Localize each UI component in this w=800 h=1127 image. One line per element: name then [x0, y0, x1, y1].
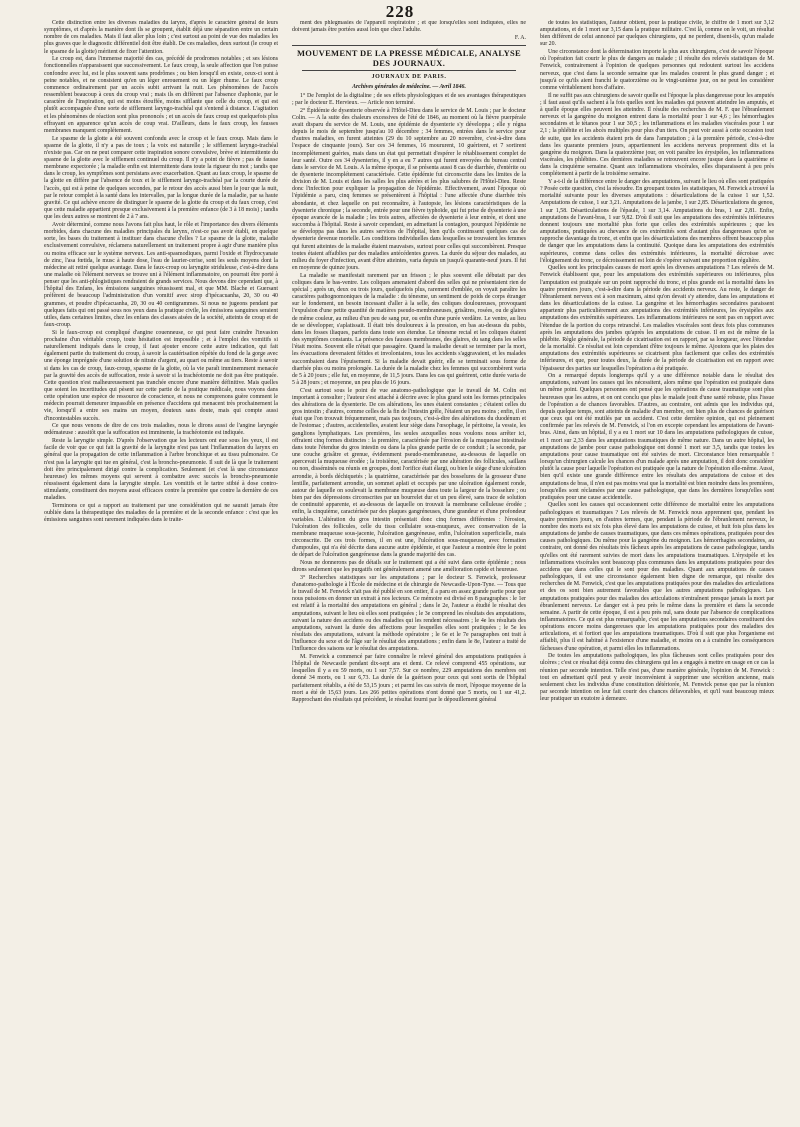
paragraph: Une circonstance dont la détermination importe la plus aux chirurgiens, c'est de savoir l'époque où l'opération fait courir le plus de dangers au malade ; il résulte des relevés statistiques de M. Fenwick, contrairement à l'opinion de quelques personnes qui redoutent surtout les accidens nerveux, que c'est dans la seconde semaine que les malades courent le plus grand danger ; et jusqu'à ce qu'ils aient franchi le quatorzième ou le vingt-unième jour, on ne peut les considérer comme véritablement hors d'affaire.: [540, 49, 774, 91]
subsection-title: JOURNAUX DE PARIS.: [371, 74, 447, 81]
column-left: [44, 20, 278, 1110]
paragraph: Le croup est, dans l'immense majorité des cas, précédé de prodromes notables ; et ses lésions fonctionnelles n'apparaissent que successivement. Le faux croup, la seule affection que l'on puisse confondre avec lui, est le plus souvent sans prodrômes ; ou bien lorsqu'il en existe, ceux-ci sont à peine notables, et ne consistent qu'en un léger enrouement ou un léger rhume. Le faux croup commence ordinairement par un accès subit arrivant la nuit. Les phénomènes de l'accès ressemblent beaucoup à ceux du croup vrai ; mais ils en diffèrent par l'absence d'aphonie, par le caractère de l'inspiration, qui est moins étouffée, moins sifflante que celle du croup, et qui est plutôt accompagnée d'une sorte de sifflement laryngo-trachéal qui s'entend à distance. L'agitation et les phénomènes de réaction sont plus prononcés ; et un accès de faux croup est quelquefois plus effrayant en apparence qu'un accès de coup vrai. D'ailleurs, dans le faux croup, les fausses membranes manquent complétement.: [44, 56, 278, 134]
section-divider: [292, 45, 526, 46]
paragraph: La maladie se manifestait rarement par un frisson ; le plus souvent elle débutait par des coliques dans le bas-ventre. Les coliques amenaient d'abord des selles qui ne présentaient rien de spécial ; après un, deux ou trois jours, quelquefois plus, rarement d'emblée, on voyait paraître les caractères pathognomoniques de la maladie : du ténesme, un sentiment de poids de corps étranger sur le fondement, un besoin incessant d'aller à la selle, des coliques douloureuses, provoquant l'expulsion d'une petite quantité de matières pseudo-membraneuses, grisâtres, rosées, ou de glaires de même couleur, au milieu d'un peu de sang pur, ou enfin d'une purée verdâtre. Le ventre, au lieu de se développer, s'aplatissait. Il était très douloureux à la pression, en bas au-dessus du pubis, dans les fosses iliaques, parfois dans toute son étendue. Le ténesme rectal et les coliques étaient des symptômes constants. La présence des fausses membranes, des glaires, du sang dans les selles l'était moins. Souvent elle n'était que passagère. Quand la maladie devait se terminer par la mort, les évacuations devenaient fétides et involontaires, tous les accidents s'aggravaient, et les malades succombaient dans l'épuisement. Si la maladie devait guérir, elle se terminait sous forme de diarrhée plus ou moins prolongée. La durée de la maladie chez les femmes qui succombèrent varia de 5 à 20 jours ; elle fut, en moyenne, de 11,5 jours. Dans les cas qui guérirent, cette durée varia de 5 à 28 jours ; et moyenne, un peu plus de 16 jours.: [292, 272, 526, 387]
paragraph: Ce que nous venons de dire de ces trois maladies, nous le dirons aussi de l'angine laryngée œdémateuse : aussitôt que la suffocation est imminente, la trachéotomie est indiquée.: [44, 423, 278, 437]
paragraph: On a remarqué depuis longtemps qu'il y a une différence notable dans le résultat des amputations, suivant les causes qui les nécessitent, alors même que l'opération est pratiquée dans un même point. Quelques personnes ont pensé que les opérations de cause traumatique sont plus heureuses que les autres, et on ont conclu que plus le malade jouit d'une santé robuste, plus l'issue de l'opération a de chances favorables. D'autres, au contraire, ont admis que les individus qui, depuis quelque temps, sont atteints de maladie d'un membre, ont bien plus de chances de guérison que ceux qui ont été mutilés par un accident. C'est cette dernière opinion, qui est pleinement confirmée par les relevés de M. Fenwick, si l'on en excepte cependant les amputations de l'avant-bras. Ainsi, dans un hôpital, il y a eu 1 mort sur 10 dans les amputations pathologiques de cuisse, et 1 mort sur 2,33 dans les amputations traumatiques de même nature. Dans un autre hôpital, les amputations de jambe pour cause pathologique ont donné 1 mort sur 3,5, tandis que toutes les amputations pour cause traumatique ont été suivies de mort. Circonstance bien remarquable ! lorsqu'un chirurgien calcule les chances d'un malade après une amputation, il doit donc considérer plutôt la cause pour laquelle l'opération est pratiquée que la nature de l'opération elle-même. Aussi, bien qu'il existe une grande différence entre les résultats des amputations de cuisse et des amputations de bras, il n'en est pas moins vrai que la mortalité est bien moindre dans les premières, lorsqu'elles sont réclamées par une cause pathologique, que dans les dernières lorsqu'elles sont pratiquées pour une cause accidentelle.: [540, 373, 774, 501]
paragraph: 2° Épidémie de dysenterie observée à l'Hôtel-Dieu dans le service de M. Louis ; par le docteur Colin. — A la suite des chaleurs excessives de l'été de 1846, au moment où la fièvre puerpérale avait disparu du service de M. Louis, une épidémie de dysenterie s'y développa ; elle y régna depuis le mois de septembre jusqu'au 10 décembre ; 34 femmes, entrées dans le service pour d'autres maladies, en furent atteintes (29 du 10 septembre au 20 novembre, c'est-à-dire dans l'espace de cinquante jours). Sur ces 34 femmes, 16 moururent, 10 guérirent, et 7 sortirent incomplètement guéries, mais dans un état qui permettait d'espérer le rétablissement complet de leur santé. Outre ces 34 dysenteries, il y en a eu 7 autres qui furent envoyées du bureau central dans le service de M. Louis. A la même époque, il se présenta aussi 8 cas de diarrhée, d'entérite ou de dysenterie incomplétement caractérisée. Cette épidémie fut circonscrite dans les limites de la division de M. Louis et dans les salles les plus aérées et les plus salubres de l'Hôtel-Dieu. Reste donc l'infection pour expliquer la propagation de l'épidémie. Effectivement, avant l'époque où l'épidémie a paru, cinq femmes se présentèrent à l'hôpital : l'une affectée d'une diarrhée très abondante, et chez laquelle on put reconnaître, à l'autopsie, les lésions caractéristiques de la dysenterie chronique ; la seconde, entrée pour une fièvre typhoïde, qui fut prise de dysenterie à une époque avancée de la maladie ; les trois autres, affectées de dysenterie à leur entrée, et dont une succomba à l'hôpital. Reste à savoir cependant, en admettant la contagion, pourquoi l'épidémie ne se développa pas dans les autres services de l'hôpital, bien qu'ils continssent quelques cas de dysenterie devenue mortelle. Les conditions individuelles dans lesquelles se trouvaient les femmes qui furent atteintes de la maladie étaient mauvaises, surtout pour celles qui succombèrent. Presque toutes étaient affaiblies par des maladies antécédentes graves. La durée du séjour des malades, au milieu du foyer d'infection, avant d'être atteintes, varia depuis un jusqu'à quarante-neuf jours. Il fut en moyenne de quinze jours.: [292, 107, 526, 272]
paragraph: Cette distinction entre les diverses maladies du larynx, d'après le caractère général de leurs symptômes, et d'après la manière dont ils se groupent, établit déjà une séparation entre un certain nombre de ces maladies. Mais il faut aller plus loin ; c'est surtout au point de vue des maladies les plus graves que le diagnostic différentiel doit être établi. De ces maladies, deux surtout (le croup et le spasme de la glotte) méritent de fixer l'attention.: [44, 20, 278, 55]
paragraph: de toutes les statistiques, l'auteur obtient, pour la pratique civile, le chiffre de 1 mort sur 3,12 amputations, et de 1 mort sur 3,15 dans la pratique militaire. C'est là, comme on le voit, un résultat bien différent de celui annoncé par quelques chirurgiens, qui ne perdent, disent-ils, qu'un malade sur 20.: [540, 20, 774, 48]
paragraph: Terminons ce qui a rapport au traitement par une considération qui ne saurait jamais être oubliée dans la thérapeutique des maladies de la première et de la seconde enfance : c'est que les émissions sanguines sont rarement indiquées dans le traite-: [44, 502, 278, 524]
paragraph: ment des phlegmasies de l'appareil respiratoire ; et que lorsqu'elles sont indiquées, elles ne doivent jamais être portées aussi loin que chez l'adulte.: [292, 20, 526, 34]
section-divider-thin: [302, 70, 516, 71]
paragraph: Reste la laryngite simple. D'après l'observation que les lecteurs ont eue sous les yeux, il est facile de voir que ce qui fait la gravité de la laryngite n'est pas tant l'inflammation du larynx en général que la propagation de cette inflammation à l'arbre bronchique et au tissu pulmonaire. Ce n'est pas la laryngite qui tue en général, c'est la broncho-pneumonie. Il suit de là que le traitement doit être principalement dirigé contre la complication. Seulement (et c'est là une circonstance heureuse) les mêmes moyens qui servent à combattre avec succès la broncho-pneumonie réussissent également dans la laryngite simple. Les vomitifs et le tartre stibié à dose contro-stimulante, constituent des moyens aussi efficaces contre la première que contre la dernière de ces maladies.: [44, 438, 278, 502]
column-middle: [292, 20, 526, 1110]
paragraph: C'est surtout sous le point de vue anatomo-pathologique que le travail de M. Colin est important à consulter ; l'auteur s'est attaché à décrire avec le plus grand soin les formes principales des altérations de la dysenterie. De ces altérations, les unes étaient constantes ; c'étaient celles du gros intestin ; d'autres, comme celles de la fin de l'intestin grêle, l'étaient un peu moins ; enfin, il en était que l'on trouvait fréquemment, mais pas toujours, c'est-à-dire des altérations du duodénum et de l'estomac ; d'autres, accidentelles, avaient leur siège dans l'œsophage, le péritoine, la vessie, les ganglions lymphatiques. Les premières, les seules auxquelles nous voulons nous arrêter ici, offraient cinq formes distinctes : la première, caractérisée par l'érosion de la muqueuse intestinale dans toute l'étendue du gros intestin ou dans la plus grande partie de ce conduit ; la seconde, par une couche grisâtre et grenue, évidemment pseudo-membraneuse, au-dessous de laquelle on apercevait la muqueuse érodée ; la troisième, caractérisée par une altération des follicules, saillans ou non, disséminés ou réunis en groupes, dont l'orifice était élargi, ou bien le siège d'une ulcération arrondie, à bords déchiquetés ; la quatrième, caractérisée par des bosselures de la grosseur d'une lentille, parfaitement arrondie, un sommet aplati et occupés par une ulcération également ronde, autour de laquelle on soulevait la membrane muqueuse dans toute la largeur de la bosselure ; ou bien par des dépressions circonscrites par un bourrelet dur et un peu élevé, sans trace de solution de continuité apparente, et au-dessous de laquelle on trouvait la membrane celluleuse érodée ; enfin, la cinquième, caractérisée par des plaques gangréneuses, d'une grandeur et d'une profondeur variables. L'altération du gros intestin présentait donc cinq formes différentes : l'érosion, l'ulcération des follicules, celle du tissu cellulaire sous-muqueux, avec conservation de la membrane muqueuse sous-jacente, l'ulcération gangréneuse, enfin, l'ulcération superficielle, mais circonscrite. De ces trois formes, il en est une, l'ulcération sous-muqueuse, avec formation d'ampoules, qui n'a été décrite dans aucune autre épidémie, et que l'auteur a montrée être le point de départ de l'ulcération gangréneuse dans la grande majorité des cas.: [292, 387, 526, 559]
paragraph: Quelles sont les principales causes de mort après les diverses amputations ? Les relevés de M. Fenwick établissent que, pour les amputations des extrémités supérieures ou inférieures, plus l'amputation est pratiquée sur un point rapproché du tronc, et plus grande est la mortalité dans les quatre premiers jours, c'est-à-dire dans la période des accidents nerveux. Au reste, le danger de l'ébranlement nerveux est à son maximum, ainsi qu'on devait s'y attendre, dans les amputations et dans les désarticulations de la cuisse. La gangrène et les hémorrhagies secondaires paraissent appartenir plus particulièrement aux amputations des extrémités inférieures, les érysipèles aux amputations des extrémités supérieures. Les inflammations intérieures ne sont pas en rapport avec l'étendue de la portion du corps retranché. Les maladies viscérales sont deux fois plus communes après les amputations des jambes qu'après les amputations de cuisse. Il en est de même de la phlébite. Règle générale, la période de cicatrisation est en rapport, par sa longueur, avec l'étendue de la mortalité. Ce résultat est loin cependant d'être toujours le même. Ajoutons que les plaies des amputations des extrémités supérieures se cicatrisent plus facilement que celles des extrémités inférieures, et que, pour toutes deux, la durée de la période de cicatrisation est en rapport avec l'épaisseur des parties sur lesquelles l'opération a été pratiquée.: [540, 265, 774, 372]
column-right: [540, 20, 774, 1110]
paragraph: De toutes les amputations pathologiques, les plus fâcheuses sont celles pratiquées pour des ulcères ; c'est ce résultat déjà connu des chirurgiens qui les a engagés à mettre en usage en ce cas la réunion par seconde intention. Telle n'est pas, d'une manière générale, l'opinion de M. Fenwick : tout en admettant qu'il peut y avoir inconvénient à supprimer une sécrétion ancienne, mais seulement chez les individus d'une constitution détériorée, M. Fenwick pense que par la réunion par seconde intention on leur fait courir des chances défavorables, et qu'il vaut beaucoup mieux leur pratiquer un exutoire à demeure.: [540, 653, 774, 703]
journal-source: Archives générales de médecine. — Avril 1846.: [352, 83, 466, 90]
page-number: 228: [385, 2, 415, 21]
section-title: MOUVEMENT DE LA PRESSE MÉDICALE, ANALYSE DES JOURNAUX.: [296, 48, 522, 69]
paragraph: 1° De l'emploi de la digitaline ; de ses effets physiologiques et de ses avantages thérapeutiques ; par le docteur E. Hervieux. — Article non terminé.: [292, 92, 526, 106]
article-continuation: [292, 20, 526, 34]
paragraph: Si le faux-croup est compliqué d'angine couenneuse, ce qui peut faire craindre l'invasion prochaine d'un véritable croup, toute hésitation est impossible ; et à l'emploi des vomitifs si naturellement indiqués dans le croup, il faut ajouter encore cette autre indication, qui fait également partie du traitement du croup, à savoir la cautérisation répétée du fond de la gorge avec une éponge imprégnée d'une solution de nitrate d'argent, au quart ou même au tiers. Reste à savoir si dans les cas de croup, faux-croup, spasme de la glotte, où la vie paraît imminemment menacée par la gravité des accès de suffocation, reste à savoir si la trachéotomie ne doit pas être pratiquée. Cette question n'est malheureusement pas tranchée encore d'une manière définitive. Mais quelles que soient les incertitudes qui pèsent sur cette partie de la pratique médicale, nous voyons dans cette opération une espèce de ressource de conscience, et nous ne comprenons guère comment le médecin pourrait demeurer impassible en présence d'accidens qui menacent très prochainement la vie, lorsqu'il a entre ses mains un moyen, douteux sans doute, mais qui compte aussi d'incontestables succès.: [44, 329, 278, 422]
paragraph: Avoir déterminé, comme nous l'avons fait plus haut, le rôle et l'importance des divers éléments morbides, dans chacune des maladies principales du larynx, n'est-ce pas avoir établi, en quelque sorte, les bases du traitement à instituer dans chacune d'elles ? Le spasme de la glotte, maladie exclusivement convulsive, réclamera naturellement un traitement propre à agir d'une manière plus ou moins efficace sur le système nerveux. Les anti-spasmodiques, parmi l'oxide et l'hydrocyanate de zinc, l'asa fœtida, le musc à haute dose, l'eau de laurier-cerise, sont les seuls moyens dont la médecine ait retiré quelque avantage. Dans le faux-croup ou laryngite striduleuse, c'est-à-dire dans une maladie où l'élément nerveux se trouve uni à l'élément inflammatoire, on pourrait être porté à penser que les anti-phlogistiques rendraient de grands services. Nous devons dire cependant que, à l'hôpital des Enfans, les émissions sanguines réussissent mal, et que MM. Blache et Guersant préfèrent de beaucoup l'administration d'un vomitif avec sirop d'ipécacuanha, 20, 30 ou 40 grammes, et poudre d'ipécacuanha, 20, 30 ou 40 centigrammes. Si nous ne jugeons pendant par quelques faits qui ont passé sous nos yeux dans la pratique civile, les émissions sanguines seraient utiles, dans certaines limites, chez les enfans des classes aisées de la société, atteints de croup et de faux-croup.: [44, 221, 278, 329]
paragraph: Quelles sont les causes qui occasionnent cette différence de mortalité entre les amputations pathologiques et traumatiques ? Les relevés de M. Fenwick nous apprennent que, pendant les quatre premiers jours, en d'autres termes, que, pendant la période de l'ébranlement nerveux, le nombre des morts est six fois plus élevé dans les amputations de cuisse, et huit fois plus dans les amputations de jambe de causes traumatiques, que dans ces mêmes opérations, pratiquées pour des causes pathologiques. Du même pour la gangrène du moignon. Les hémorrhagies secondaires, au contraire, ont donné des résultats très fâcheux après les amputations de cause pathologique, tandis qu'elles ont été rarement suivies de mort dans les amputations traumatiques. L'érysipèle et les inflammations viscérales sont beaucoup plus communes dans les amputations pratiquées pour des accidens que dans celles qui le sont pour des maladies. Quant aux amputations de causes pathologiques, il est une circonstance également bien digne de remarque, qui résulte des recherches de M. Fenwick, c'est que les amputations pratiquées pour des maladies des articulations et des os sont bien autrement favorables que les autres amputations pathologiques. Les amputations pratiquées pour des maladies des articulations n'entraînent presque jamais la mort par ébranlement nerveux. Le danger est à peu près le même dans la première et dans la seconde semaine. A partir de cette époque, il est à peu près nul, sans doute par l'absence de complications inflammatoires. Ce qui est plus remarquable, c'est que les amputations secondaires constituent des opérations encore moins dangereuses que les amputations pratiquées pour des maladies des articulations, et si fortiori que les amputations traumatiques. D'où il suit que plus l'organisme est affaibli, plus il est habitué à l'existence d'une maladie, et moins on a à craindre les conséquences fâcheuses d'une opération, et parmi elles les inflammations.: [540, 502, 774, 652]
paragraph: Il ne suffit pas aux chirurgiens de savoir quelle est l'époque la plus dangereuse pour les amputés ; il faut aussi qu'ils sachent à la fois quelles sont les maladies qui peuvent atteindre les amputés, et à quelle époque elles peuvent les atteindre. Il résulte des recherches de M. F. que l'ébranlement nerveux et la gangrène du moignon entrent dans la mortalité pour 1 sur 4,6 ; les hémorrhagies secondaires et le tétanos pour 1 sur 30,5 ; les inflammations et les maladies viscérales pour 1 sur 2,1 ; la phlébite et les abcès multiples pour plus d'un tiers. On peut voir aussi à cette occasion tout de suite, que les accidents étaient pris de dans l'amputation ; à la première période, c'est-à-dire dans les quarante premiers jours, appartiennent les accidens nerveux proprement dits et la gangrène du moignon. Dans la quatorzième jour, on voit paraître les érysipèles, les inflammations viscérales, les phlébites. Ces dernières maladies se retrouvent encore jusque dans la quatrième et dans la cinquième semaine. Quant aux inflammations viscérales, elles disparaissent à peu près complétement à partir de la troisième semaine.: [540, 92, 774, 178]
text-columns: [44, 20, 774, 1110]
review-entries: [292, 93, 526, 704]
paragraph: Y a-t-il de la différence entre le danger des amputations, suivant le lieu où elles sont pratiquées ? Posée cette question, c'est la résoudre. En groupant toutes les statistiques, M. Fenwick a trouvé la mortalité suivante pour les diverses amputations : désarticulations de la cuisse 1 sur 1,52. Amputations de cuisse, 1 sur 3,21. Amputations de la jambe, 1 sur 2,85. Désarticulations du genou, 1 sur 1,58. Désarticulations de l'épaule, 1 sur 3,14. Amputations du bras, 1 sur 2,81. Enfin, amputations de l'avant-bras, 1 sur 9,82. D'où il suit que les amputations des extrémités inférieures donnent toujours une mortalité plus forte que celles des extrémités supérieures ; que les amputations, pratiquées au chevance de ces extrémités sont d'autant plus dangereuses qu'on se rapproche davantage du tronc, et enfin que les désarticulations des membres offrent beaucoup plus de danger que les amputations dans la continuité. Quoique dans les amputations des extrémités supérieures, comme dans celles des extrémités inférieures, la mortalité décroisse avec l'éloignement du tronc, ce décroissement est loin de s'opérer suivant une proportion régulière.: [540, 178, 774, 264]
paragraph: 3° Recherches statistiques sur les amputations ; par le docteur S. Fenwick, professeur d'anatomo-pathologie à l'École de médecine et de chirurgie de Newcastle-Upon-Tyne. — Tous que le travail de M. Fenwick n'ait pas été publié en son entier, il a paru en assez grande partie pour que nous puissions en donner un extrait à nos lecteurs. Ce mémoire est divisé en 8 paragraphes : le 1er est relatif à la mortalité des amputations en général ; dans le 2e, l'auteur a étudié le résultat des amputations, suivant le lieu où elles sont pratiquées ; le 3e comprend les résultats des amputations, suivant la nature des accidens ou des maladies qui les rendent nécessaires ; le 4e les résultats des amputations, suivant la durée des affections pour lesquelles elles sont pratiquées ; le 5e les résultats des amputations, suivant la méthode opératoire ; le 6e et le 7e paragraphes ont trait à l'influence du sexe et de l'âge sur le résultat des amputations ; enfin dans le 8e, l'auteur a traité de l'influence des saisons sur le résultat des amputations.: [292, 574, 526, 653]
paragraph: M. Fenwick a commencé par faire connaître le relevé général des amputations pratiquées à l'hôpital de Newcastle pendant dix-sept ans et demi. Ce relevé comprend 455 opérations, sur lesquelles il y a eu 59 morts, ou 1 sur 7,57. Sur ce nombre, 229 amputations des membres ont donné 34 morts, ou 1 sur 6,73. La durée de la guérison pour ceux qui sont sortis de l'hôpital parfaitement rétablis, a été de 53,15 jours ; et parmi les cas suivis de mort, l'époque moyenne de la mort a été de 15,63 jours. Les 266 petites opérations n'ont donné que 5 morts, ou 1 sur 41,2. Rapprochant des résultats qui précèdent, le résultat fourni par le dépouillement général: [292, 653, 526, 703]
paragraph: Le spasme de la glotte a été souvent confondu avec le croup et le faux croup. Mais dans le spasme de la glotte, il n'y a pas de toux ; la voix est naturelle ; le sifflement laryngo-trachéal n'existe pas. Car on ne peut comparer cette inspiration sonore convulsive, brève et intermittente du spasme de la glotte avec le sifflement continuel du croup. Il n'y a point de fièvre ; pas de fausse membrane expectorée ; la maladie enfin est intermittente dans toute la rigueur du mot ; tandis que dans le croup, les symptômes sont persistans avec exacerbation. Quant au faux croup, le spasme de la glotte en diffère par l'absence de toux et le sifflement laryngo-trachéal par la courte durée de l'accès, qui est à peine de quelques secondes, par le retour des accès aussi bien le jour que la nuit, par le retour complet à la santé dans les intervalles, par la longue durée de la maladie, par sa haute gravité. Ce qui achève encore de distinguer le spasme de la glotte du croup et du faux croup, c'est que cette maladie appartient presque exclusivement à la première enfance (de 3 à 18 mois) ; tandis que les deux autres se montrent de 2 à 7 ans.: [44, 135, 278, 221]
paragraph: Nous ne donnerons pas de détails sur le traitement qui a été suivi dans cette épidémie ; nous dirons seulement que les purgatifs ont généralement amené une amélioration rapide et heureuse.: [292, 559, 526, 574]
author-signature: F. A.: [514, 35, 526, 42]
